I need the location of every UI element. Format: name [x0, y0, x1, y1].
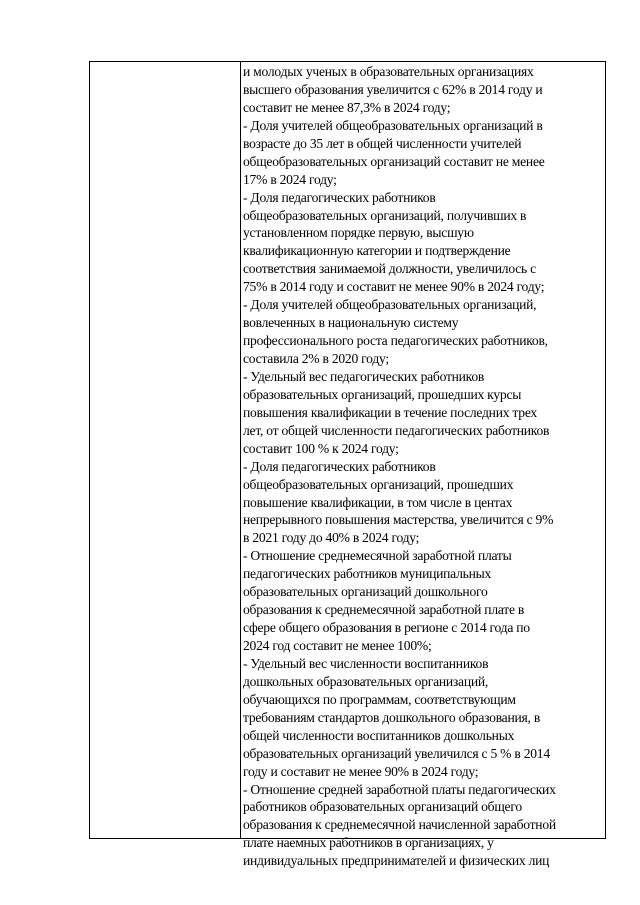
text-line: в 2021 году до 40% в 2024 году; — [243, 530, 420, 546]
text-line: 75% в 2014 году и составит не менее 90% в 2024 году; — [243, 279, 545, 295]
text-line: 2024 год составит не менее 100%; — [243, 638, 432, 653]
text-line: образовательных организаций, прошедших курсы — [243, 386, 522, 402]
text-line: составит не менее 87,3% в 2024 году; — [243, 99, 451, 115]
text-line: - Удельный вес численности воспитанников — [243, 655, 489, 671]
text-line: - Доля педагогических работников — [243, 458, 436, 474]
text-line: педагогических работников муниципальных — [243, 566, 492, 582]
text-line: общеобразовательных организаций составит не менее — [243, 153, 545, 169]
text-line: общеобразовательных организаций, получивших в — [243, 207, 527, 223]
text-line: дошкольных образовательных организаций, — [243, 673, 489, 689]
text-line: плате наемных работников в организациях, у — [243, 835, 494, 851]
text-line: соответствия занимаемой должности, увеличилось с — [243, 261, 536, 277]
text-line: году и составит не менее 90% в 2024 году; — [243, 763, 479, 779]
text-line: образовательных организаций дошкольного — [243, 584, 488, 600]
text-line: квалификационную категории и подтверждение — [243, 243, 511, 259]
text-line: составит 100 % к 2024 году; — [243, 440, 399, 456]
text-line: индивидуальных предпринимателей и физических лиц — [243, 853, 550, 869]
text-line: - Доля педагогических работников — [243, 189, 436, 205]
table-right-cell — [242, 62, 605, 869]
text-line: сфере общего образования в регионе с 2014 года по — [243, 620, 530, 636]
text-line: - Отношение среднемесячной заработной платы — [243, 548, 512, 564]
text-line: образовательных организаций увеличился с 5 % в 2014 — [243, 745, 550, 761]
text-line: общей численности воспитанников дошкольных — [243, 727, 515, 743]
text-line: высшего образования увеличится с 62% в 2014 году и — [243, 81, 543, 97]
text-line: составила 2% в 2020 году; — [243, 351, 389, 366]
document-table — [89, 61, 606, 869]
text-line: требованиям стандартов дошкольного образования, в — [243, 709, 540, 725]
text-line: общеобразовательных организаций, прошедших — [243, 476, 514, 492]
text-line: установленном порядке первую, высшую — [243, 225, 474, 241]
table-left-cell — [90, 62, 241, 838]
text-line: 17% в 2024 году; — [243, 171, 337, 187]
text-line: лет, от общей численности педагогических работников — [243, 422, 550, 438]
text-line: возрасте до 35 лет в общей численности учителей — [243, 135, 522, 151]
text-line: и молодых ученых в образовательных организациях — [243, 64, 534, 79]
text-line: - Доля учителей общеобразовательных организаций, — [243, 297, 537, 313]
text-line: вовлеченных в национальную систему — [243, 315, 459, 331]
text-line: непрерывного повышения мастерства, увеличится с 9% — [243, 512, 554, 528]
text-line: профессионального роста педагогических работников, — [243, 333, 548, 349]
text-line: - Удельный вес педагогических работников — [243, 368, 485, 384]
text-line: повышение квалификации, в том числе в центах — [243, 494, 513, 510]
text-line: - Доля учителей общеобразовательных организаций в — [243, 117, 543, 133]
text-line: - Отношение средней заработной платы педагогических — [243, 781, 556, 797]
text-line: образования к среднемесячной начисленной заработной — [243, 817, 556, 833]
text-line: образования к среднемесячной заработной плате в — [243, 602, 525, 618]
text-line: работников образовательных организаций общего — [243, 799, 522, 815]
text-line: обучающихся по программам, соответствующим — [243, 691, 516, 707]
text-line: повышения квалификации в течение последних трех — [243, 404, 537, 420]
